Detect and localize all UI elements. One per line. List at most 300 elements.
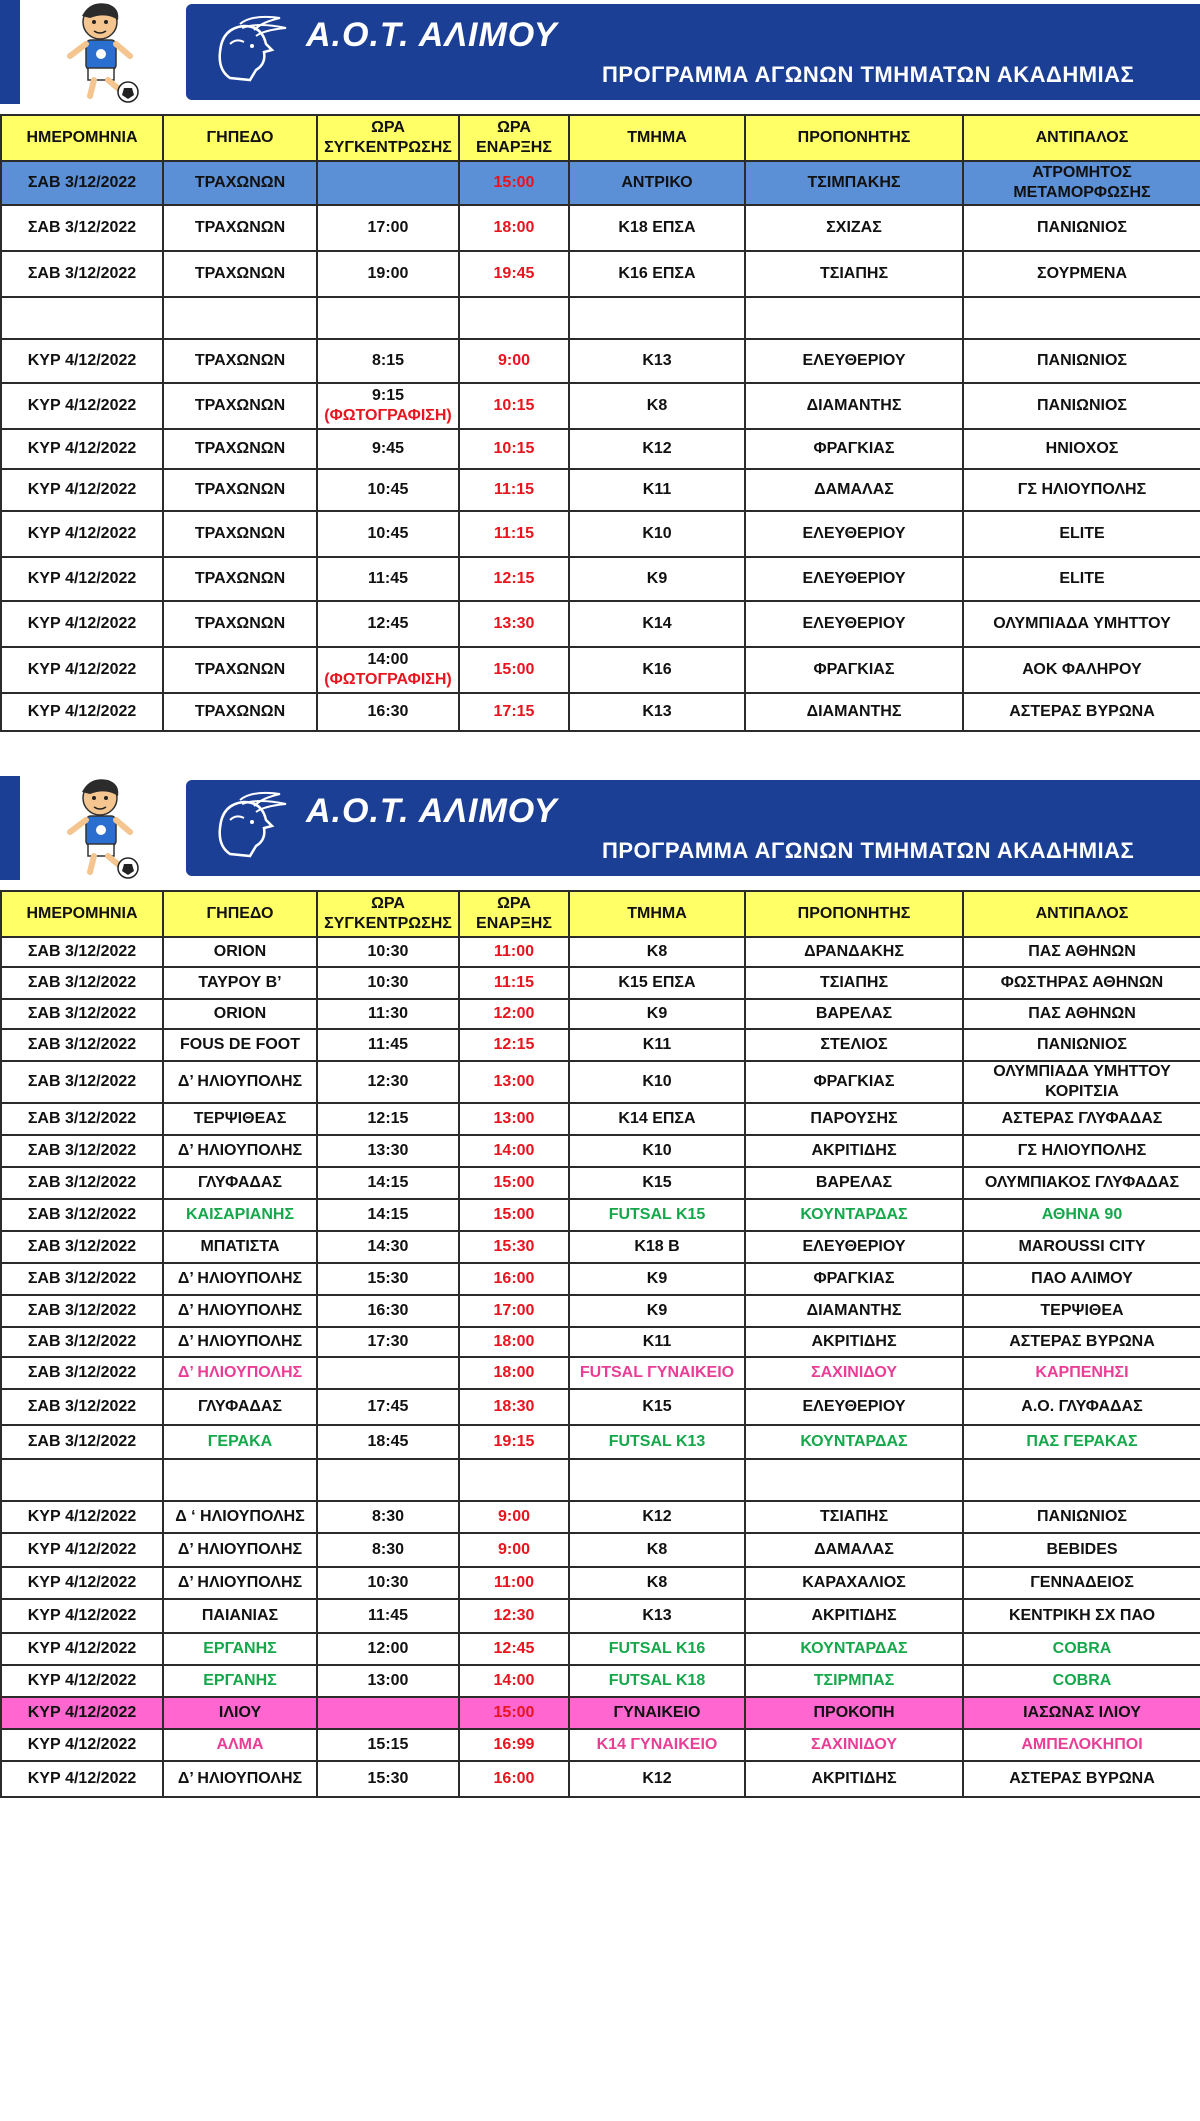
venue-cell: Δ’ ΗΛΙΟΥΠΟΛΗΣ <box>163 1135 317 1167</box>
date-cell: ΣΑΒ 3/12/2022 <box>1 1327 163 1357</box>
team-cell: Κ13 <box>569 693 745 731</box>
meet-time-cell: 14:15 <box>317 1199 459 1231</box>
table-row <box>1 1389 1200 1425</box>
date-cell: ΣΑΒ 3/12/2022 <box>1 937 163 967</box>
start-time-cell: 16:99 <box>459 1729 569 1761</box>
venue-cell: Δ’ ΗΛΙΟΥΠΟΛΗΣ <box>163 1567 317 1599</box>
table-row <box>1 601 1200 647</box>
meet-time-cell: 12:30 <box>317 1061 459 1103</box>
opponent-cell: ΠΑΝΙΩΝΙΟΣ <box>963 383 1200 429</box>
meet-time-cell: 8:15 <box>317 339 459 383</box>
coach-cell: ΠΑΡΟΥΣΗΣ <box>745 1103 963 1135</box>
venue-cell: ΤΡΑΧΩΝΩΝ <box>163 647 317 693</box>
venue-cell: Δ’ ΗΛΙΟΥΠΟΛΗΣ <box>163 1357 317 1389</box>
header-row <box>1 115 1200 161</box>
meet-time-cell: 8:30 <box>317 1501 459 1533</box>
table-row <box>1 1761 1200 1797</box>
start-time-cell: 17:15 <box>459 693 569 731</box>
team-cell: Κ15 <box>569 1389 745 1425</box>
opponent-cell: ΠΑΝΙΩΝΙΟΣ <box>963 1501 1200 1533</box>
venue-cell: ΙΛΙΟΥ <box>163 1697 317 1729</box>
opponent-cell: ΟΛΥΜΠΙΑΔΑ ΥΜΗΤΤΟΥ ΚΟΡΙΤΣΙΑ <box>963 1061 1200 1103</box>
date-cell <box>1 297 163 339</box>
hermes-logo-icon <box>200 790 290 866</box>
start-time-cell: 11:00 <box>459 1567 569 1599</box>
date-cell: ΣΑΒ 3/12/2022 <box>1 1357 163 1389</box>
date-cell: ΚΥΡ 4/12/2022 <box>1 1599 163 1633</box>
column-header: ΩΡΑ ΕΝΑΡΞΗΣ <box>459 891 569 937</box>
coach-cell: ΤΣΙΑΠΗΣ <box>745 251 963 297</box>
opponent-cell: ΤΕΡΨΙΘΕΑ <box>963 1295 1200 1327</box>
coach-cell: ΤΣΙΜΠΑΚΗΣ <box>745 161 963 205</box>
start-time-cell: 15:00 <box>459 647 569 693</box>
date-cell: ΣΑΒ 3/12/2022 <box>1 1199 163 1231</box>
table-row <box>1 339 1200 383</box>
table-row <box>1 1459 1200 1501</box>
venue-cell: ΤΡΑΧΩΝΩΝ <box>163 557 317 601</box>
team-cell <box>569 297 745 339</box>
coach-cell: ΕΛΕΥΘΕΡΙΟΥ <box>745 511 963 557</box>
venue-cell: ORION <box>163 999 317 1029</box>
column-header: ΓΗΠΕΔΟ <box>163 891 317 937</box>
start-time-cell: 13:00 <box>459 1061 569 1103</box>
column-header: ΩΡΑ ΣΥΓΚΕΝΤΡΩΣΗΣ <box>317 115 459 161</box>
team-cell: Κ15 ΕΠΣΑ <box>569 967 745 999</box>
opponent-cell: ΦΩΣΤΗΡΑΣ ΑΘΗΝΩΝ <box>963 967 1200 999</box>
table-row <box>1 1533 1200 1567</box>
table-row <box>1 1029 1200 1061</box>
opponent-cell: ELITE <box>963 511 1200 557</box>
start-time-cell: 14:00 <box>459 1135 569 1167</box>
coach-cell: ΒΑΡΕΛΑΣ <box>745 999 963 1029</box>
team-cell: Κ11 <box>569 1327 745 1357</box>
start-time-cell: 11:15 <box>459 511 569 557</box>
venue-cell <box>163 297 317 339</box>
meet-time-cell <box>317 297 459 339</box>
team-cell: Κ16 ΕΠΣΑ <box>569 251 745 297</box>
start-time-cell: 15:00 <box>459 1167 569 1199</box>
column-header: ΩΡΑ ΣΥΓΚΕΝΤΡΩΣΗΣ <box>317 891 459 937</box>
header-banner <box>0 776 1200 880</box>
column-header: ΑΝΤΙΠΑΛΟΣ <box>963 891 1200 937</box>
table-row <box>1 511 1200 557</box>
meet-time-cell: 10:30 <box>317 967 459 999</box>
start-time-cell: 10:15 <box>459 429 569 469</box>
table-row <box>1 1425 1200 1459</box>
opponent-cell: ΟΛΥΜΠΙΑΚΟΣ ΓΛΥΦΑΔΑΣ <box>963 1167 1200 1199</box>
meet-time-cell: 11:45 <box>317 1599 459 1633</box>
team-cell: Κ14 ΓΥΝΑΙΚΕΙΟ <box>569 1729 745 1761</box>
opponent-cell: ΣΟΥΡΜΕΝΑ <box>963 251 1200 297</box>
team-cell: Κ13 <box>569 1599 745 1633</box>
table-row <box>1 937 1200 967</box>
meet-time-cell: 10:30 <box>317 1567 459 1599</box>
meet-time-cell: 17:00 <box>317 205 459 251</box>
venue-cell: Δ’ ΗΛΙΟΥΠΟΛΗΣ <box>163 1761 317 1797</box>
meet-time-cell: 17:45 <box>317 1389 459 1425</box>
opponent-cell: ELITE <box>963 557 1200 601</box>
start-time-cell: 10:15 <box>459 383 569 429</box>
opponent-cell: ΑΣΤΕΡΑΣ ΒΥΡΩΝΑ <box>963 693 1200 731</box>
opponent-cell <box>963 297 1200 339</box>
start-time-cell: 13:30 <box>459 601 569 647</box>
coach-cell <box>745 1459 963 1501</box>
team-cell: Κ13 <box>569 339 745 383</box>
coach-cell: ΕΛΕΥΘΕΡΙΟΥ <box>745 339 963 383</box>
column-header: ΑΝΤΙΠΑΛΟΣ <box>963 115 1200 161</box>
start-time-cell: 13:00 <box>459 1103 569 1135</box>
coach-cell: ΑΚΡΙΤΙΔΗΣ <box>745 1599 963 1633</box>
date-cell: ΣΑΒ 3/12/2022 <box>1 1295 163 1327</box>
opponent-cell: ΗΝΙΟΧΟΣ <box>963 429 1200 469</box>
meet-time-cell: 16:30 <box>317 693 459 731</box>
venue-cell: Δ’ ΗΛΙΟΥΠΟΛΗΣ <box>163 1327 317 1357</box>
column-header: ΓΗΠΕΔΟ <box>163 115 317 161</box>
start-time-cell: 11:00 <box>459 937 569 967</box>
table-row <box>1 1231 1200 1263</box>
opponent-cell: ΑΤΡΟΜΗΤΟΣ ΜΕΤΑΜΟΡΦΩΣΗΣ <box>963 161 1200 205</box>
venue-cell: ΜΠΑΤΙΣΤΑ <box>163 1231 317 1263</box>
meet-time-cell <box>317 1459 459 1501</box>
meet-time-cell: 19:00 <box>317 251 459 297</box>
start-time-cell: 19:45 <box>459 251 569 297</box>
venue-cell: ΤΡΑΧΩΝΩΝ <box>163 339 317 383</box>
table-row <box>1 383 1200 429</box>
coach-cell: ΔΙΑΜΑΝΤΗΣ <box>745 383 963 429</box>
coach-cell: ΕΛΕΥΘΕΡΙΟΥ <box>745 601 963 647</box>
title-banner <box>186 780 1200 876</box>
start-time-cell: 18:00 <box>459 1327 569 1357</box>
start-time-cell: 12:00 <box>459 999 569 1029</box>
start-time-cell <box>459 1459 569 1501</box>
column-header: ΗΜΕΡΟΜΗΝΙΑ <box>1 115 163 161</box>
date-cell: ΣΑΒ 3/12/2022 <box>1 1103 163 1135</box>
coach-cell: ΕΛΕΥΘΕΡΙΟΥ <box>745 1231 963 1263</box>
date-cell: ΣΑΒ 3/12/2022 <box>1 967 163 999</box>
date-cell: ΣΑΒ 3/12/2022 <box>1 999 163 1029</box>
table-row <box>1 967 1200 999</box>
table-row <box>1 1295 1200 1327</box>
coach-cell: ΣΑΧΙΝΙΔΟΥ <box>745 1357 963 1389</box>
date-cell: ΣΑΒ 3/12/2022 <box>1 1135 163 1167</box>
team-cell: Κ10 <box>569 511 745 557</box>
opponent-cell: ΠΑΝΙΩΝΙΟΣ <box>963 1029 1200 1061</box>
team-cell: Κ18 Β <box>569 1231 745 1263</box>
column-header: ΤΜΗΜΑ <box>569 115 745 161</box>
venue-cell: Δ’ ΗΛΙΟΥΠΟΛΗΣ <box>163 1061 317 1103</box>
date-cell: ΚΥΡ 4/12/2022 <box>1 1633 163 1665</box>
team-cell: Κ9 <box>569 1295 745 1327</box>
team-cell: Κ14 ΕΠΣΑ <box>569 1103 745 1135</box>
team-cell: ΑΝΤΡΙΚΟ <box>569 161 745 205</box>
meet-time-cell: 10:45 <box>317 469 459 511</box>
venue-cell: Δ’ ΗΛΙΟΥΠΟΛΗΣ <box>163 1263 317 1295</box>
coach-cell: ΦΡΑΓΚΙΑΣ <box>745 647 963 693</box>
team-cell: Κ8 <box>569 1567 745 1599</box>
table-row <box>1 1263 1200 1295</box>
venue-cell: ΓΛΥΦΑΔΑΣ <box>163 1389 317 1425</box>
date-cell <box>1 1459 163 1501</box>
team-cell: Κ10 <box>569 1061 745 1103</box>
start-time-cell: 12:15 <box>459 1029 569 1061</box>
meet-time-cell <box>317 647 459 693</box>
meet-time: 14:00 <box>367 651 409 668</box>
opponent-cell: Α.Ο. ΓΛΥΦΑΔΑΣ <box>963 1389 1200 1425</box>
venue-cell: ΤΡΑΧΩΝΩΝ <box>163 469 317 511</box>
opponent-cell: ΓΣ ΗΛΙΟΥΠΟΛΗΣ <box>963 469 1200 511</box>
venue-cell: ΤΑΥΡΟΥ Β’ <box>163 967 317 999</box>
start-time-cell: 12:15 <box>459 557 569 601</box>
photoshoot-note: (ΦΩΤΟΓΡΑΦΙΣΗ) <box>324 407 452 424</box>
meet-time-cell: 17:30 <box>317 1327 459 1357</box>
venue-cell: ΚΑΙΣΑΡΙΑΝΗΣ <box>163 1199 317 1231</box>
coach-cell: ΚΟΥΝΤΑΡΔΑΣ <box>745 1425 963 1459</box>
meet-time-cell: 12:45 <box>317 601 459 647</box>
team-cell: Κ8 <box>569 1533 745 1567</box>
table-row <box>1 1103 1200 1135</box>
venue-cell: ΤΡΑΧΩΝΩΝ <box>163 693 317 731</box>
team-cell: Κ11 <box>569 1029 745 1061</box>
table-row <box>1 1567 1200 1599</box>
date-cell: ΣΑΒ 3/12/2022 <box>1 1231 163 1263</box>
table-row <box>1 1357 1200 1389</box>
coach-cell: ΑΚΡΙΤΙΔΗΣ <box>745 1135 963 1167</box>
start-time-cell: 9:00 <box>459 1533 569 1567</box>
team-cell: Κ8 <box>569 937 745 967</box>
opponent-cell: ΑΘΗΝΑ 90 <box>963 1199 1200 1231</box>
start-time-cell: 12:30 <box>459 1599 569 1633</box>
team-cell: Κ16 <box>569 647 745 693</box>
date-cell: ΣΑΒ 3/12/2022 <box>1 1389 163 1425</box>
opponent-cell: COBRA <box>963 1633 1200 1665</box>
team-cell: Κ14 <box>569 601 745 647</box>
coach-cell: ΔΙΑΜΑΝΤΗΣ <box>745 693 963 731</box>
start-time-cell: 17:00 <box>459 1295 569 1327</box>
date-cell: ΣΑΒ 3/12/2022 <box>1 251 163 297</box>
table-row <box>1 557 1200 601</box>
date-cell: ΚΥΡ 4/12/2022 <box>1 557 163 601</box>
date-cell: ΣΑΒ 3/12/2022 <box>1 1029 163 1061</box>
opponent-cell: ΑΜΠΕΛΟΚΗΠΟΙ <box>963 1729 1200 1761</box>
column-header: ΠΡΟΠΟΝΗΤΗΣ <box>745 115 963 161</box>
start-time-cell: 15:30 <box>459 1231 569 1263</box>
date-cell: ΚΥΡ 4/12/2022 <box>1 1761 163 1797</box>
date-cell: ΚΥΡ 4/12/2022 <box>1 1665 163 1697</box>
team-cell: ΓΥΝΑΙΚΕΙΟ <box>569 1697 745 1729</box>
meet-time-cell: 18:45 <box>317 1425 459 1459</box>
column-header: ΠΡΟΠΟΝΗΤΗΣ <box>745 891 963 937</box>
table-row <box>1 1327 1200 1357</box>
start-time-cell: 16:00 <box>459 1761 569 1797</box>
left-stripe <box>0 0 20 104</box>
team-cell: Κ18 ΕΠΣΑ <box>569 205 745 251</box>
table-row <box>1 1061 1200 1103</box>
coach-cell: ΑΚΡΙΤΙΔΗΣ <box>745 1327 963 1357</box>
team-cell: Κ12 <box>569 429 745 469</box>
opponent-cell: ΓΕΝΝΑΔΕΙΟΣ <box>963 1567 1200 1599</box>
header-row <box>1 891 1200 937</box>
venue-cell: ΕΡΓΑΝΗΣ <box>163 1665 317 1697</box>
opponent-cell: ΑΟΚ ΦΑΛΗΡΟΥ <box>963 647 1200 693</box>
column-header: ΗΜΕΡΟΜΗΝΙΑ <box>1 891 163 937</box>
team-cell: FUTSAL Κ18 <box>569 1665 745 1697</box>
venue-cell: ΓΛΥΦΑΔΑΣ <box>163 1167 317 1199</box>
team-cell: Κ10 <box>569 1135 745 1167</box>
opponent-cell: ΑΣΤΕΡΑΣ ΓΛΥΦΑΔΑΣ <box>963 1103 1200 1135</box>
opponent-cell: ΙΑΣΩΝΑΣ ΙΛΙΟΥ <box>963 1697 1200 1729</box>
meet-time-cell <box>317 1697 459 1729</box>
meet-time-cell: 12:00 <box>317 1633 459 1665</box>
table-row <box>1 1135 1200 1167</box>
opponent-cell <box>963 1459 1200 1501</box>
table-row <box>1 1697 1200 1729</box>
meet-time-cell: 12:15 <box>317 1103 459 1135</box>
schedule-table-2 <box>0 890 1200 1798</box>
venue-cell: Δ’ ΗΛΙΟΥΠΟΛΗΣ <box>163 1295 317 1327</box>
coach-cell: ΣΑΧΙΝΙΔΟΥ <box>745 1729 963 1761</box>
coach-cell: ΒΑΡΕΛΑΣ <box>745 1167 963 1199</box>
opponent-cell: ΠΑΟ ΑΛΙΜΟΥ <box>963 1263 1200 1295</box>
coach-cell: ΣΧΙΖΑΣ <box>745 205 963 251</box>
meet-time-cell: 14:30 <box>317 1231 459 1263</box>
meet-time-cell: 10:30 <box>317 937 459 967</box>
start-time-cell: 15:00 <box>459 161 569 205</box>
opponent-cell: COBRA <box>963 1665 1200 1697</box>
date-cell: ΚΥΡ 4/12/2022 <box>1 511 163 557</box>
date-cell: ΣΑΒ 3/12/2022 <box>1 205 163 251</box>
opponent-cell: ΚΕΝΤΡΙΚΗ ΣΧ ΠΑΟ <box>963 1599 1200 1633</box>
coach-cell: ΚΑΡΑΧΑΛΙΟΣ <box>745 1567 963 1599</box>
meet-time-cell: 11:45 <box>317 1029 459 1061</box>
meet-time-cell: 15:30 <box>317 1263 459 1295</box>
table-row <box>1 205 1200 251</box>
coach-cell: ΔΡΑΝΔΑΚΗΣ <box>745 937 963 967</box>
table-row <box>1 161 1200 205</box>
team-cell: Κ12 <box>569 1761 745 1797</box>
meet-time-cell: 11:45 <box>317 557 459 601</box>
coach-cell: ΦΡΑΓΚΙΑΣ <box>745 429 963 469</box>
team-cell: Κ9 <box>569 557 745 601</box>
mascot-icon <box>40 776 170 880</box>
column-header: ΩΡΑ ΕΝΑΡΞΗΣ <box>459 115 569 161</box>
venue-cell: FOUS DE FOOT <box>163 1029 317 1061</box>
date-cell: ΚΥΡ 4/12/2022 <box>1 429 163 469</box>
start-time-cell: 12:45 <box>459 1633 569 1665</box>
date-cell: ΚΥΡ 4/12/2022 <box>1 601 163 647</box>
venue-cell: ΕΡΓΑΝΗΣ <box>163 1633 317 1665</box>
venue-cell: ΠΑΙΑΝΙΑΣ <box>163 1599 317 1633</box>
meet-time: 9:15 <box>371 387 405 404</box>
table-row <box>1 429 1200 469</box>
team-cell: Κ9 <box>569 999 745 1029</box>
start-time-cell: 14:00 <box>459 1665 569 1697</box>
coach-cell: ΚΟΥΝΤΑΡΔΑΣ <box>745 1633 963 1665</box>
opponent-cell: ΠΑΣ ΑΘΗΝΩΝ <box>963 999 1200 1029</box>
date-cell: ΣΑΒ 3/12/2022 <box>1 1061 163 1103</box>
table-row <box>1 693 1200 731</box>
venue-cell: ΤΡΑΧΩΝΩΝ <box>163 601 317 647</box>
meet-time-cell: 8:30 <box>317 1533 459 1567</box>
title-banner <box>186 4 1200 100</box>
opponent-cell: BEBIDES <box>963 1533 1200 1567</box>
date-cell: ΚΥΡ 4/12/2022 <box>1 693 163 731</box>
opponent-cell: ΚΑΡΠΕΝΗΣΙ <box>963 1357 1200 1389</box>
date-cell: ΚΥΡ 4/12/2022 <box>1 1697 163 1729</box>
venue-cell <box>163 1459 317 1501</box>
meet-time-cell: 13:00 <box>317 1665 459 1697</box>
coach-cell: ΔΑΜΑΛΑΣ <box>745 1533 963 1567</box>
team-cell: Κ15 <box>569 1167 745 1199</box>
start-time-cell: 15:00 <box>459 1697 569 1729</box>
team-cell: Κ9 <box>569 1263 745 1295</box>
meet-time-cell <box>317 1357 459 1389</box>
opponent-cell: ΠΑΝΙΩΝΙΟΣ <box>963 339 1200 383</box>
table-row <box>1 999 1200 1029</box>
table-row <box>1 251 1200 297</box>
start-time-cell <box>459 297 569 339</box>
coach-cell: ΤΣΙΑΠΗΣ <box>745 1501 963 1533</box>
date-cell: ΣΑΒ 3/12/2022 <box>1 1167 163 1199</box>
venue-cell: ΤΡΑΧΩΝΩΝ <box>163 161 317 205</box>
venue-cell: ΤΡΑΧΩΝΩΝ <box>163 511 317 557</box>
venue-cell: Δ ‘ ΗΛΙΟΥΠΟΛΗΣ <box>163 1501 317 1533</box>
column-header: ΤΜΗΜΑ <box>569 891 745 937</box>
opponent-cell: ΠΑΣ ΓΕΡΑΚΑΣ <box>963 1425 1200 1459</box>
meet-time-cell: 13:30 <box>317 1135 459 1167</box>
start-time-cell: 16:00 <box>459 1263 569 1295</box>
table-row <box>1 1167 1200 1199</box>
table-row <box>1 1665 1200 1697</box>
coach-cell: ΕΛΕΥΘΕΡΙΟΥ <box>745 1389 963 1425</box>
date-cell: ΚΥΡ 4/12/2022 <box>1 339 163 383</box>
meet-time-cell: 10:45 <box>317 511 459 557</box>
table-row <box>1 1501 1200 1533</box>
meet-time-cell: 9:45 <box>317 429 459 469</box>
mascot-icon <box>40 0 170 104</box>
header-banner <box>0 0 1200 104</box>
meet-time-cell <box>317 383 459 429</box>
opponent-cell: ΓΣ ΗΛΙΟΥΠΟΛΗΣ <box>963 1135 1200 1167</box>
venue-cell: ΓΕΡΑΚΑ <box>163 1425 317 1459</box>
team-cell: FUTSAL ΓΥΝΑΙΚΕΙΟ <box>569 1357 745 1389</box>
coach-cell: ΤΣΙΑΠΗΣ <box>745 967 963 999</box>
team-cell: Κ11 <box>569 469 745 511</box>
schedule-table-1 <box>0 114 1200 732</box>
opponent-cell: ΟΛΥΜΠΙΑΔΑ ΥΜΗΤΤΟΥ <box>963 601 1200 647</box>
start-time-cell: 9:00 <box>459 1501 569 1533</box>
start-time-cell: 18:00 <box>459 1357 569 1389</box>
club-title: Α.Ο.Τ. ΑΛΙΜΟΥ <box>306 792 558 830</box>
club-title: Α.Ο.Τ. ΑΛΙΜΟΥ <box>306 16 558 54</box>
coach-cell <box>745 297 963 339</box>
table-row <box>1 1633 1200 1665</box>
venue-cell: ΤΕΡΨΙΘΕΑΣ <box>163 1103 317 1135</box>
team-cell: FUTSAL Κ13 <box>569 1425 745 1459</box>
start-time-cell: 18:00 <box>459 205 569 251</box>
venue-cell: ORION <box>163 937 317 967</box>
coach-cell: ΔΑΜΑΛΑΣ <box>745 469 963 511</box>
team-cell: Κ8 <box>569 383 745 429</box>
coach-cell: ΤΣΙΡΜΠΑΣ <box>745 1665 963 1697</box>
coach-cell: ΑΚΡΙΤΙΔΗΣ <box>745 1761 963 1797</box>
team-cell <box>569 1459 745 1501</box>
table-row <box>1 647 1200 693</box>
start-time-cell: 18:30 <box>459 1389 569 1425</box>
date-cell: ΚΥΡ 4/12/2022 <box>1 1567 163 1599</box>
meet-time-cell: 15:30 <box>317 1761 459 1797</box>
opponent-cell: MAROUSSI CITY <box>963 1231 1200 1263</box>
table-row <box>1 1199 1200 1231</box>
